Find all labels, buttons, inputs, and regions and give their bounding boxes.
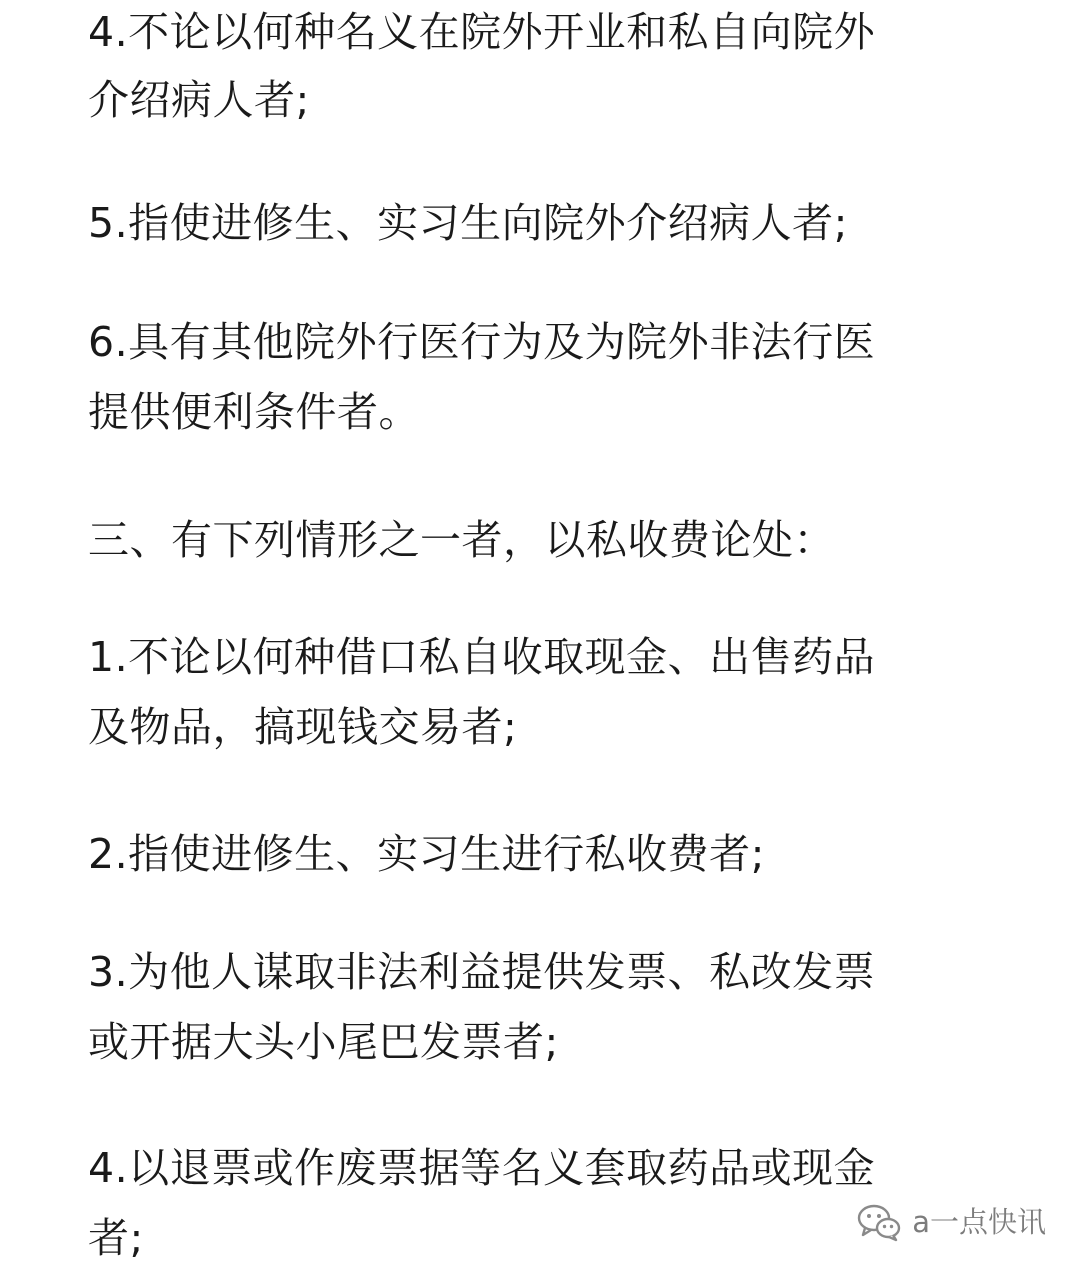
wechat-icon [856, 1202, 902, 1242]
item-3-1-line-2: 及物品，搞现钱交易者; [88, 703, 518, 751]
item-3-3-line-1: 3.为他人谋取非法利益提供发票、私改发票 [88, 948, 876, 996]
item-3-2-line-1: 2.指使进修生、实习生进行私收费者; [88, 830, 765, 878]
item-3-1-line-1: 1.不论以何种借口私自收取现金、出售药品 [88, 633, 876, 681]
item-3-4-line-2: 者; [88, 1214, 144, 1262]
item-3-3-line-2: 或开据大头小尾巴发票者; [88, 1018, 559, 1066]
item-4-line-1: 4.不论以何种名义在院外开业和私自向院外 [88, 8, 876, 56]
watermark [856, 1202, 1046, 1242]
section-three-heading: 三、有下列情形之一者，以私收费论处： [88, 516, 835, 564]
item-3-4-line-1: 4.以退票或作废票据等名义套取药品或现金 [88, 1144, 876, 1192]
item-5-line-1: 5.指使进修生、实习生向院外介绍病人者; [88, 199, 848, 247]
item-4-line-2: 介绍病人者; [88, 76, 310, 124]
watermark-text: a一点快讯 [912, 1205, 1046, 1239]
item-6-line-2: 提供便利条件者。 [88, 388, 420, 436]
item-6-line-1: 6.具有其他院外行医行为及为院外非法行医 [88, 318, 876, 366]
